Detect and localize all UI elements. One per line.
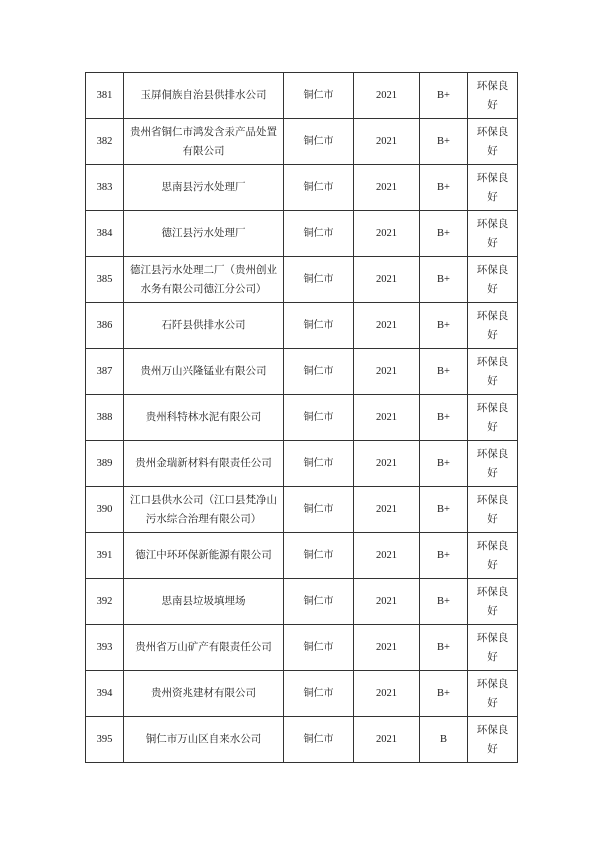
city-cell-text: 铜仁市 xyxy=(303,458,334,469)
table-row xyxy=(86,349,518,395)
company-name-cell xyxy=(124,487,284,533)
result-cell xyxy=(468,487,518,533)
result-cell-text: 环保良好 xyxy=(476,263,509,295)
city-cell-text: 铜仁市 xyxy=(303,596,334,607)
city-cell-text: 铜仁市 xyxy=(303,734,334,745)
city-cell-text: 铜仁市 xyxy=(303,228,334,239)
rating-table xyxy=(85,72,518,763)
city-cell-text: 铜仁市 xyxy=(303,412,334,423)
result-cell-text: 环保良好 xyxy=(476,677,509,709)
row-number-cell xyxy=(86,625,124,671)
table-row xyxy=(86,487,518,533)
year-cell xyxy=(354,211,420,257)
result-cell-text: 环保良好 xyxy=(476,401,509,433)
company-name-cell xyxy=(124,533,284,579)
result-cell-text: 环保良好 xyxy=(476,171,509,203)
grade-cell-text: B+ xyxy=(437,366,450,377)
row-number-cell-text: 387 xyxy=(96,366,113,377)
city-cell-text: 铜仁市 xyxy=(303,688,334,699)
row-number-cell-text: 391 xyxy=(96,550,113,561)
row-number-cell xyxy=(86,119,124,165)
result-cell xyxy=(468,349,518,395)
year-cell-text: 2021 xyxy=(376,688,397,699)
result-cell-text: 环保良好 xyxy=(476,355,509,387)
grade-cell xyxy=(420,533,468,579)
city-cell-text: 铜仁市 xyxy=(303,504,334,515)
year-cell xyxy=(354,671,420,717)
row-number-cell xyxy=(86,395,124,441)
city-cell xyxy=(284,579,354,625)
table-row xyxy=(86,303,518,349)
city-cell xyxy=(284,257,354,303)
year-cell-text: 2021 xyxy=(376,90,397,101)
grade-cell-text: B+ xyxy=(437,320,450,331)
company-name-cell-text: 贵州资兆建材有限公司 xyxy=(151,687,256,699)
row-number-cell xyxy=(86,579,124,625)
row-number-cell xyxy=(86,257,124,303)
year-cell xyxy=(354,625,420,671)
year-cell xyxy=(354,717,420,763)
company-name-cell-text: 贵州万山兴隆锰业有限公司 xyxy=(140,365,267,377)
result-cell xyxy=(468,165,518,211)
table-row xyxy=(86,671,518,717)
result-cell xyxy=(468,441,518,487)
table-row xyxy=(86,73,518,119)
year-cell xyxy=(354,441,420,487)
year-cell xyxy=(354,257,420,303)
row-number-cell-text: 382 xyxy=(96,136,113,147)
company-name-cell xyxy=(124,625,284,671)
company-name-cell-text: 贵州金瑞新材料有限责任公司 xyxy=(135,457,272,469)
company-name-cell-text: 德江中环环保新能源有限公司 xyxy=(135,549,272,561)
year-cell xyxy=(354,395,420,441)
table-row xyxy=(86,257,518,303)
table-row xyxy=(86,717,518,763)
city-cell xyxy=(284,533,354,579)
result-cell-text: 环保良好 xyxy=(476,447,509,479)
grade-cell-text: B+ xyxy=(437,412,450,423)
row-number-cell xyxy=(86,165,124,211)
company-name-cell xyxy=(124,165,284,211)
grade-cell xyxy=(420,303,468,349)
year-cell-text: 2021 xyxy=(376,734,397,745)
grade-cell-text: B+ xyxy=(437,550,450,561)
row-number-cell xyxy=(86,533,124,579)
result-cell xyxy=(468,211,518,257)
row-number-cell-text: 385 xyxy=(96,274,113,285)
company-name-cell-text: 江口县供水公司（江口县梵净山污水综合治理有限公司） xyxy=(130,493,277,525)
company-name-cell-text: 德江县污水处理二厂（贵州创业水务有限公司德江分公司） xyxy=(130,263,277,295)
company-name-cell xyxy=(124,211,284,257)
year-cell-text: 2021 xyxy=(376,320,397,331)
city-cell-text: 铜仁市 xyxy=(303,320,334,331)
company-name-cell xyxy=(124,303,284,349)
grade-cell-text: B+ xyxy=(437,228,450,239)
row-number-cell xyxy=(86,211,124,257)
year-cell xyxy=(354,165,420,211)
company-name-cell xyxy=(124,349,284,395)
grade-cell xyxy=(420,257,468,303)
table-row xyxy=(86,395,518,441)
city-cell xyxy=(284,119,354,165)
result-cell xyxy=(468,671,518,717)
city-cell-text: 铜仁市 xyxy=(303,90,334,101)
year-cell-text: 2021 xyxy=(376,412,397,423)
grade-cell xyxy=(420,487,468,533)
result-cell xyxy=(468,717,518,763)
result-cell-text: 环保良好 xyxy=(476,539,509,571)
result-cell xyxy=(468,119,518,165)
row-number-cell-text: 395 xyxy=(96,734,113,745)
year-cell-text: 2021 xyxy=(376,228,397,239)
year-cell xyxy=(354,349,420,395)
city-cell xyxy=(284,395,354,441)
grade-cell xyxy=(420,441,468,487)
year-cell-text: 2021 xyxy=(376,274,397,285)
result-cell xyxy=(468,257,518,303)
city-cell-text: 铜仁市 xyxy=(303,182,334,193)
company-name-cell xyxy=(124,119,284,165)
grade-cell xyxy=(420,579,468,625)
row-number-cell xyxy=(86,441,124,487)
grade-cell xyxy=(420,717,468,763)
company-name-cell-text: 思南县垃圾填埋场 xyxy=(161,595,246,607)
result-cell xyxy=(468,579,518,625)
city-cell xyxy=(284,625,354,671)
row-number-cell-text: 393 xyxy=(96,642,113,653)
grade-cell xyxy=(420,211,468,257)
city-cell xyxy=(284,487,354,533)
row-number-cell xyxy=(86,303,124,349)
city-cell-text: 铜仁市 xyxy=(303,550,334,561)
grade-cell xyxy=(420,349,468,395)
result-cell-text: 环保良好 xyxy=(476,125,509,157)
company-name-cell xyxy=(124,395,284,441)
row-number-cell xyxy=(86,349,124,395)
company-name-cell-text: 石阡县供排水公司 xyxy=(161,319,246,331)
year-cell-text: 2021 xyxy=(376,458,397,469)
year-cell-text: 2021 xyxy=(376,182,397,193)
company-name-cell xyxy=(124,441,284,487)
city-cell-text: 铜仁市 xyxy=(303,366,334,377)
city-cell xyxy=(284,717,354,763)
grade-cell-text: B+ xyxy=(437,90,450,101)
table-row xyxy=(86,211,518,257)
grade-cell-text: B+ xyxy=(437,596,450,607)
grade-cell xyxy=(420,165,468,211)
result-cell-text: 环保良好 xyxy=(476,723,509,755)
city-cell-text: 铜仁市 xyxy=(303,136,334,147)
result-cell xyxy=(468,303,518,349)
table-row xyxy=(86,441,518,487)
result-cell xyxy=(468,395,518,441)
result-cell-text: 环保良好 xyxy=(476,631,509,663)
result-cell-text: 环保良好 xyxy=(476,585,509,617)
company-name-cell-text: 德江县污水处理厂 xyxy=(161,227,246,239)
city-cell xyxy=(284,441,354,487)
grade-cell-text: B xyxy=(439,734,447,745)
row-number-cell xyxy=(86,73,124,119)
city-cell xyxy=(284,349,354,395)
city-cell-text: 铜仁市 xyxy=(303,642,334,653)
grade-cell xyxy=(420,119,468,165)
result-cell-text: 环保良好 xyxy=(476,79,509,111)
row-number-cell-text: 394 xyxy=(96,688,113,699)
table-row xyxy=(86,119,518,165)
year-cell xyxy=(354,579,420,625)
company-name-cell xyxy=(124,717,284,763)
table-row xyxy=(86,165,518,211)
year-cell-text: 2021 xyxy=(376,504,397,515)
row-number-cell xyxy=(86,671,124,717)
grade-cell-text: B+ xyxy=(437,458,450,469)
result-cell-text: 环保良好 xyxy=(476,493,509,525)
year-cell xyxy=(354,533,420,579)
year-cell-text: 2021 xyxy=(376,366,397,377)
table-row xyxy=(86,579,518,625)
year-cell-text: 2021 xyxy=(376,550,397,561)
year-cell xyxy=(354,73,420,119)
result-cell xyxy=(468,533,518,579)
company-name-cell-text: 贵州省万山矿产有限责任公司 xyxy=(135,641,272,653)
grade-cell xyxy=(420,73,468,119)
company-name-cell-text: 铜仁市万山区自来水公司 xyxy=(145,733,262,745)
result-cell xyxy=(468,73,518,119)
company-name-cell-text: 贵州省铜仁市鸿发含汞产品处置有限公司 xyxy=(130,125,277,157)
grade-cell-text: B+ xyxy=(437,136,450,147)
row-number-cell-text: 390 xyxy=(96,504,113,515)
year-cell-text: 2021 xyxy=(376,136,397,147)
company-name-cell-text: 贵州科特林水泥有限公司 xyxy=(145,411,262,423)
table-row xyxy=(86,533,518,579)
result-cell xyxy=(468,625,518,671)
row-number-cell-text: 386 xyxy=(96,320,113,331)
company-name-cell xyxy=(124,73,284,119)
grade-cell-text: B+ xyxy=(437,182,450,193)
company-name-cell xyxy=(124,257,284,303)
year-cell-text: 2021 xyxy=(376,642,397,653)
grade-cell-text: B+ xyxy=(437,504,450,515)
grade-cell-text: B+ xyxy=(437,688,450,699)
row-number-cell xyxy=(86,717,124,763)
rating-table-body xyxy=(86,73,518,763)
grade-cell xyxy=(420,625,468,671)
year-cell-text: 2021 xyxy=(376,596,397,607)
city-cell-text: 铜仁市 xyxy=(303,274,334,285)
row-number-cell-text: 392 xyxy=(96,596,113,607)
row-number-cell-text: 383 xyxy=(96,182,113,193)
result-cell-text: 环保良好 xyxy=(476,309,509,341)
grade-cell-text: B+ xyxy=(437,274,450,285)
table-row xyxy=(86,625,518,671)
grade-cell xyxy=(420,671,468,717)
result-cell-text: 环保良好 xyxy=(476,217,509,249)
city-cell xyxy=(284,303,354,349)
year-cell xyxy=(354,119,420,165)
row-number-cell xyxy=(86,487,124,533)
company-name-cell-text: 思南县污水处理厂 xyxy=(161,181,246,193)
city-cell xyxy=(284,165,354,211)
grade-cell xyxy=(420,395,468,441)
company-name-cell xyxy=(124,671,284,717)
grade-cell-text: B+ xyxy=(437,642,450,653)
row-number-cell-text: 389 xyxy=(96,458,113,469)
city-cell xyxy=(284,73,354,119)
row-number-cell-text: 381 xyxy=(96,90,113,101)
row-number-cell-text: 388 xyxy=(96,412,113,423)
company-name-cell-text: 玉屏侗族自治县供排水公司 xyxy=(140,89,267,101)
city-cell xyxy=(284,671,354,717)
year-cell xyxy=(354,487,420,533)
year-cell xyxy=(354,303,420,349)
company-name-cell xyxy=(124,579,284,625)
city-cell xyxy=(284,211,354,257)
row-number-cell-text: 384 xyxy=(96,228,113,239)
